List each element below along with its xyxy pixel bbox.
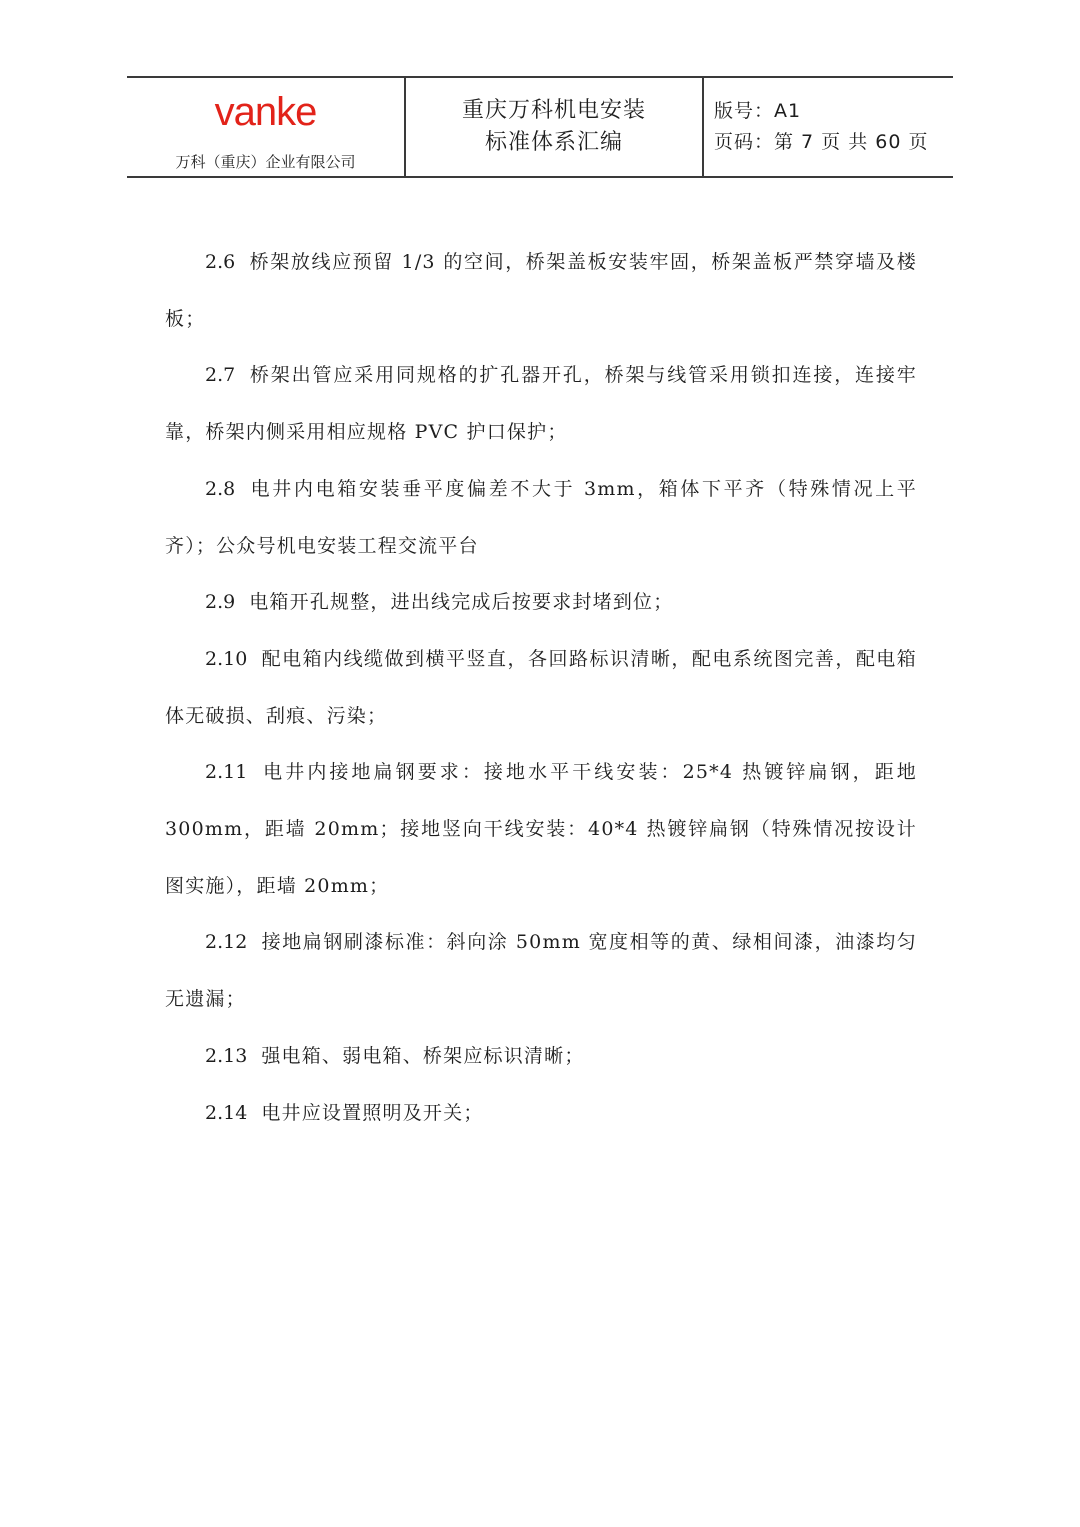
clause-text: 接地扁钢刷漆标准：斜向涂 50mm 宽度相等的黄、绿相间漆，油漆均匀无遗漏；: [165, 931, 917, 1011]
clause-number: 2.6: [205, 251, 236, 273]
clause-number: 2.11: [205, 761, 248, 784]
clause-text: 电井内电箱安装垂平度偏差不大于 3mm，箱体下平齐（特殊情况上平齐）；公众号机电安装工程交流平台: [165, 477, 917, 557]
clause-text: 电井应设置照明及开关；: [261, 1101, 484, 1124]
version-number: 版号：A1: [714, 100, 802, 122]
header-meta-cell: [704, 78, 953, 176]
clause-number: 2.14: [205, 1101, 248, 1124]
clause-number: 2.10: [205, 647, 248, 670]
clause-text: 电箱开孔规整，进出线完成后按要求封堵到位；: [249, 591, 674, 614]
document-header: [127, 76, 953, 178]
clause-text: 桥架放线应预留 1/3 的空间，桥架盖板安装牢固，桥架盖板严禁穿墙及楼板；: [165, 251, 917, 330]
clause-number: 2.7: [205, 364, 236, 387]
clause-text: 电井内接地扁钢要求：接地水平干线安装：25*4 热镀锌扁钢，距地 300mm，距墙 20mm；接地竖向干线安装：40*4 热镀锌扁钢（特殊情况按设计图实施），距墙 20mm；: [165, 761, 917, 897]
clause-2-13: [165, 1028, 917, 1085]
clause-2-11: [165, 744, 917, 914]
clause-text: 强电箱、弱电箱、桥架应标识清晰；: [261, 1044, 585, 1067]
clause-2-8: [165, 461, 917, 574]
document-body: [165, 234, 917, 1141]
header-logo-cell: [127, 78, 406, 176]
page-number: 页码：第 7 页 共 60 页: [714, 131, 929, 153]
clause-text: 桥架出管应采用同规格的扩孔器开孔，桥架与线管采用锁扣连接，连接牢靠，桥架内侧采用相应规格 PVC 护口保护；: [165, 364, 917, 444]
header-title-cell: [406, 78, 704, 176]
company-name: 万科（重庆）企业有限公司: [175, 153, 356, 171]
document-title-line1: 重庆万科机电安装: [461, 98, 646, 123]
clause-2-14: [165, 1085, 917, 1142]
vanke-logo: vanke: [214, 90, 317, 134]
clause-number: 2.9: [205, 591, 236, 614]
clause-number: 2.12: [205, 931, 248, 954]
clause-number: 2.8: [205, 477, 236, 500]
clause-2-9: [165, 574, 917, 631]
clause-2-7: [165, 347, 917, 460]
clause-2-6: [165, 234, 917, 347]
clause-text: 配电箱内线缆做到横平竖直，各回路标识清晰，配电系统图完善，配电箱体无破损、刮痕、污染；: [165, 647, 917, 727]
clause-2-10: [165, 631, 917, 744]
document-title-line2: 标准体系汇编: [484, 130, 623, 155]
clause-number: 2.13: [205, 1044, 248, 1067]
clause-2-12: [165, 914, 917, 1027]
